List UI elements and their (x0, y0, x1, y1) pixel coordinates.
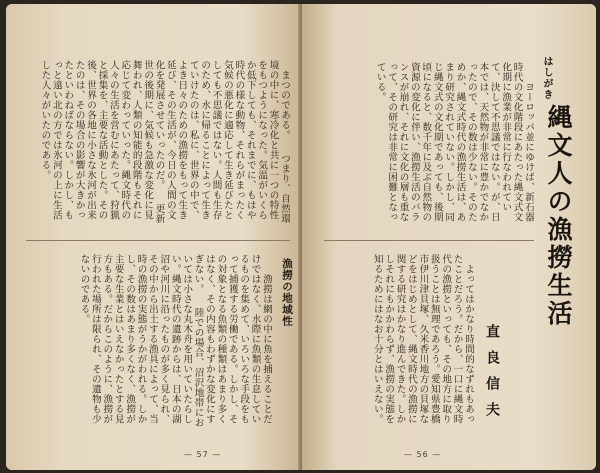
left-bottom-paragraph: 漁撈は網の中に魚を捕えることだけではなく、水際に魚類の生息しているものを集めて、いろいろな手段をもって捕獲する労働である。しかし、その対象となる魚類の種類はあまり多くはなく、その内容もわずかな変化にすぎない。 陸での場合、沼沢地帯においては小さな丸木舟を用いていたらしい。縄文時代の遺跡からは、日本の湖沼や河川に沿ったものが多く見られ、その中から出土する漁具によって、当時の漁撈の実態がうかがわれる。しかし、その数はあまり多くなく、漁撈が主要な生業とはいえなかったとする見方もある。だからこのように、漁撈が行われた場所は限られ、その遺物も少ないのである。 (78, 254, 272, 428)
right-top-paragraph: ヨーロッパ並にゆけば、新石器時代の文化階段にあたった縄文式文化期に漁業が非常に行なわれていて、決して不思議ではない。が、日本では、天然物が非常に豊かでなかったので、その数は少ない。そのためか、縄文式時代の漁撈生活は、あまり研究されていない。しかし、同じ縄文式の文化期であっても、後期頃になると、数千年に及ぶ自然物の資源の変化に伴い、漁撈生活のバランスが崩れ、それに文化の層も重なって、その研究は非常に困難となっている。 (374, 62, 534, 222)
right-section-divider (324, 240, 534, 241)
left-page (6, 4, 302, 470)
right-bottom-text (324, 254, 474, 432)
left-top-text (26, 60, 290, 224)
left-page-number: — 57 — (184, 450, 222, 459)
section-heading: 漁撈の地域性 (281, 258, 293, 327)
article-title: 縄文人の漁撈生活 (544, 104, 573, 328)
book-spread (6, 4, 596, 470)
preface-heading: はしがき (541, 56, 552, 100)
right-page-number: — 56 — (404, 450, 442, 459)
left-bottom-text (26, 254, 272, 432)
author-name: 直良信夫 (484, 324, 500, 428)
right-top-text (324, 62, 534, 226)
right-bottom-paragraph: よってはかなり時間的なずれもあったことだろう。だから、一口に縄文時代の漁撈といっても、その地方に取り扱うことは無理であろう。愛知県豊橋市伊川津貝塚、久米香川地方の貝塚などをはじめとして、縄文時代の漁撈に関する研究はかなり進んできた。しかしそれにもかかわらず、漁撈の実態を知るためにはなお十分とはいえない。 (371, 254, 474, 424)
left-top-paragraph: まつのである。 つまり、自然環境の中に、寒冷化と共に一つの特性をもつようになった。気温がいくらか低下しても、それまでに、もはや時代の様な動物、それらがまったく気候の悪化に適応して生き延びたとしても不思議ではない。人間も生存のため、水に帰ることによって生きていけたのは、私に、世界の中で、よき日々のための漁撈をもって生き延び、その生活が、今日の人間の文化を発展させていったのだ。 更新世の後期に、気候も急激な変化に見舞われ、人類の知能的段階もそれに応じて変わっていった。縄文時代の人々の生活を営むにあたって、狩猟と採集を、主要な活動とした。その後、世界の各地に小さな氷河が出来たのは、その場合の影響が大きかったといわねばならない。しかし、もっと遠い北の方では氷河の上に生活した人々がいたのである。 (39, 60, 290, 224)
right-page (302, 4, 596, 470)
left-section-divider (26, 240, 290, 241)
